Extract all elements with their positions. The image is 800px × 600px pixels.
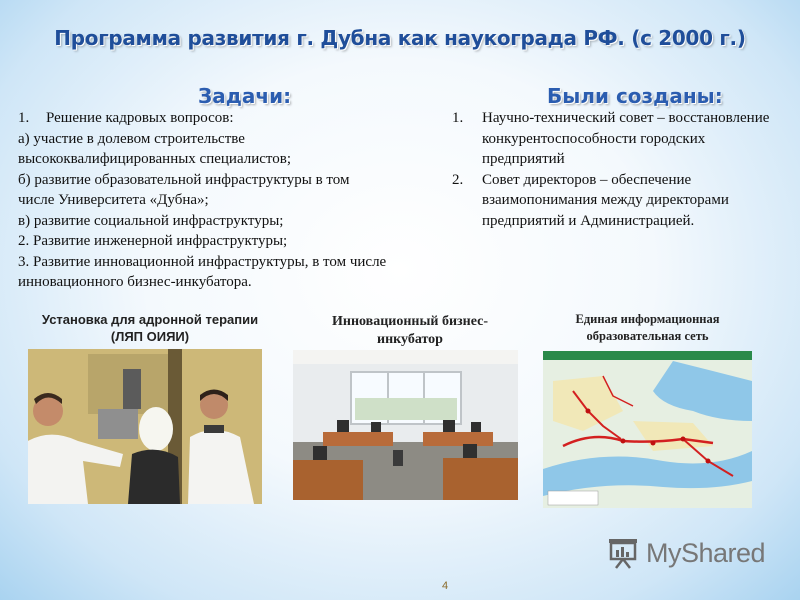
presentation-board-icon — [606, 536, 640, 570]
tasks-line: в) развитие социальной инфраструктуры; — [18, 212, 284, 229]
tasks-line: инновационного бизнес-инкубатора. — [18, 274, 252, 290]
created-item — [452, 108, 782, 170]
figure-caption-education-network: Единая информационная образовательная сеть — [575, 312, 720, 343]
tasks-line: числе Университета «Дубна»; — [18, 192, 209, 208]
created-heading: Были созданы: — [547, 84, 723, 108]
created-item — [452, 170, 782, 232]
myshared-logo — [606, 533, 766, 573]
education-network-map — [543, 351, 752, 508]
created-list — [452, 108, 782, 231]
business-incubator-photo — [293, 350, 518, 500]
figure-caption-hadron-therapy: Установка для адронной терапии (ЛЯП ОИЯИ) — [41, 312, 259, 344]
hadron-therapy-photo — [28, 349, 262, 504]
tasks-line — [18, 108, 463, 129]
page-number: 4 — [441, 580, 449, 592]
tasks-heading: Задачи: — [198, 84, 292, 108]
created-item-text: Научно-технический совет – восстановление конкурентоспособности городских предприятий — [482, 110, 770, 167]
tasks-line-text: Решение кадровых вопросов: — [46, 110, 234, 126]
figure-caption-business-incubator: Инновационный бизнес-инкубатор — [331, 314, 489, 347]
tasks-line: б) развитие образовательной инфраструктуры в том — [18, 171, 350, 188]
tasks-line: 3. Развитие инновационной инфраструктуры, в том числе — [18, 253, 387, 270]
tasks-line: 2. Развитие инженерной инфраструктуры; — [18, 233, 288, 249]
tasks-line: а) участие в долевом строительстве — [18, 130, 245, 147]
tasks-line-num: 1. — [18, 110, 30, 126]
slide-title: Программа развития г. Дубна как наукограда РФ. (с 2000 г.) — [54, 26, 746, 50]
logo-text: MyShared — [646, 537, 766, 568]
created-item-num: 1. — [452, 110, 464, 126]
tasks-line: высококвалифицированных специалистов; — [18, 151, 292, 167]
tasks-list — [18, 108, 463, 293]
created-item-text: Совет директоров – обеспечение взаимопонимания между директорами предприятий и Администрацией. — [482, 171, 729, 229]
created-item-num: 2. — [452, 171, 464, 188]
